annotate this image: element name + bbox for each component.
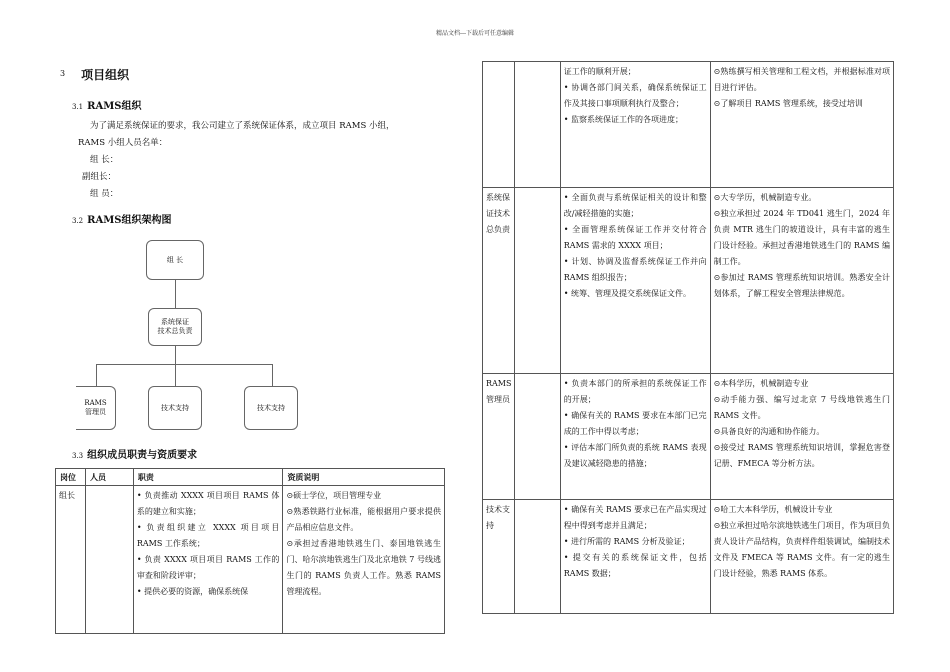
cell-role: RAMS管理员 [483,374,515,500]
table-row [483,374,894,500]
section-number: 3 [60,69,66,78]
header-role: 岗位 [56,469,86,486]
responsibility-table-left [55,468,445,634]
org-connector [272,364,273,386]
cell-duties: • 全面负责与系统保证相关的设计和整改/减轻措施的实施； • 全面管理系统保证工作并交付符合 RAMS 需求的 XXXX 项目； • 计划、协调及监督系统保证工作并向 RAMS 组织报告； • 统筹、管理及提交系统保证文件。 [560,188,710,374]
cell-person [515,188,560,374]
cell-quals: ⊙硕士学位，项目管理专业 ⊙熟悉铁路行业标准，能根据用户要求提供产品相应信息文件。 ⊙承担过香港地铁逃生门、泰国地铁逃生门、哈尔滨地铁逃生门及北京地铁 7 号线逃生门的 RAMS 负责人工作。熟悉 RAMS 管理流程。 [283,486,445,634]
cell-duties: 证工作的顺利开展； • 协调各部门间关系，确保系统保证工作及其接口事项顺利执行及整合； • 监察系统保证工作的各项进度； [560,62,710,188]
header-quals: 资质说明 [283,469,445,486]
cell-quals: ⊙熟练撰写相关管理和工程文档，并根据标准对项目进行评估。 ⊙了解项目 RAMS 管理系统，接受过培训 [710,62,893,188]
org-box-leader: 组 长 [146,240,204,280]
cell-quals: ⊙本科学历，机械制造专业 ⊙动手能力强、编写过北京 7 号线地铁逃生门 RAMS 文件。 ⊙具备良好的沟通和协作能力。 ⊙接受过 RAMS 管理系统知识培训，掌握危害登记册、FMECA 等分析方法。 [710,374,893,500]
paragraph-line: 为了满足系统保证的要求，我公司建立了系统保证体系，成立项目 RAMS 小组， [90,121,395,131]
member-deputy: 副组长： [82,172,117,182]
cell-quals: ⊙哈工大本科学历，机械设计专业 ⊙独立承担过哈尔滨地铁逃生门项目，作为项目负责人设计产品结构，负责样件组装调试，编制技术文件及 FMECA 等 RAMS 文件。有一定的逃生门设计经验，熟悉 RAMS 体系。 [710,500,893,614]
cell-person [85,486,133,634]
table-row [483,500,894,614]
subsection-number: 3.1 [72,103,84,111]
subsection-heading-3-2 [72,211,445,226]
cell-duties: • 确保有关 RAMS 要求已在产品实现过程中得到考虑并且满足； • 进行所需的 RAMS 分析及验证； • 提交有关的系统保证文件，包括 RAMS 数据； [560,500,710,614]
org-box-tech-support: 技术支持 [148,386,202,430]
subsection-title: RAMS组织架构图 [87,215,172,226]
section-heading [60,66,445,83]
subsection-title: RAMS组织 [87,101,142,112]
org-box-tech-support: 技术支持 [244,386,298,430]
subsection-title: 组织成员职责与资质要求 [87,450,198,461]
table-row [483,62,894,188]
responsibility-table-right [482,61,894,614]
subsection-number: 3.2 [72,217,84,225]
org-box-tech-lead: 系统保证 技术总负责 [148,308,202,346]
org-connector [175,346,176,364]
cell-person [515,374,560,500]
header-duties: 职责 [133,469,283,486]
table-row [483,188,894,374]
org-connector [175,280,176,308]
cell-role [483,62,515,188]
org-connector [96,364,97,386]
subsection-heading-3-1 [72,97,445,112]
cell-role: 组长 [56,486,86,634]
cell-person [515,500,560,614]
paragraph-line: RAMS 小组人员名单： [78,138,168,148]
member-leader: 组 长： [90,155,119,165]
table-row [56,486,445,634]
org-box-rams-admin: RAMS 管理员 [76,386,116,430]
org-connector [175,364,176,386]
header-person: 人员 [85,469,133,486]
section-title: 项目组织 [81,68,130,82]
cell-role: 系统保证技术总负责 [483,188,515,374]
cell-quals: ⊙大专学历，机械制造专业。 ⊙独立承担过 2024 年 TD041 逃生门，2024 年负责 MTR 逃生门的坡道设计，具有丰富的逃生门设计经验。承担过香港地铁逃生门的 RAMS 编制工作。 ⊙参加过 RAMS 管理系统知识培训。熟悉安全计划体系，了解工程安全管理法律规范。 [710,188,893,374]
cell-person [515,62,560,188]
cell-role: 技术支持 [483,500,515,614]
subsection-number: 3.3 [72,452,84,460]
cell-duties: • 负责推动 XXXX 项目项目 RAMS 体系的建立和实施； • 负责组织建立 XXXX 项目项目 RAMS 工作系统； • 负责 XXXX 项目项目 RAMS 工作的审查和阶段评审； • 提供必要的资源，确保系统保 [133,486,283,634]
page-header-note: 精品文档---下载后可任意编辑 [435,30,515,37]
subsection-heading-3-3 [72,446,445,461]
org-connector [96,364,272,365]
left-column [60,66,445,467]
cell-duties: • 负责本部门的所承担的系统保证工作的开展； • 确保有关的 RAMS 要求在本部门已完成的工作中得以考虑； • 评估本部门所负责的系统 RAMS 表现及建议减轻隐患的措施； [560,374,710,500]
org-chart [76,232,336,432]
table-header-row [56,469,445,486]
member-members: 组 员： [90,189,119,199]
